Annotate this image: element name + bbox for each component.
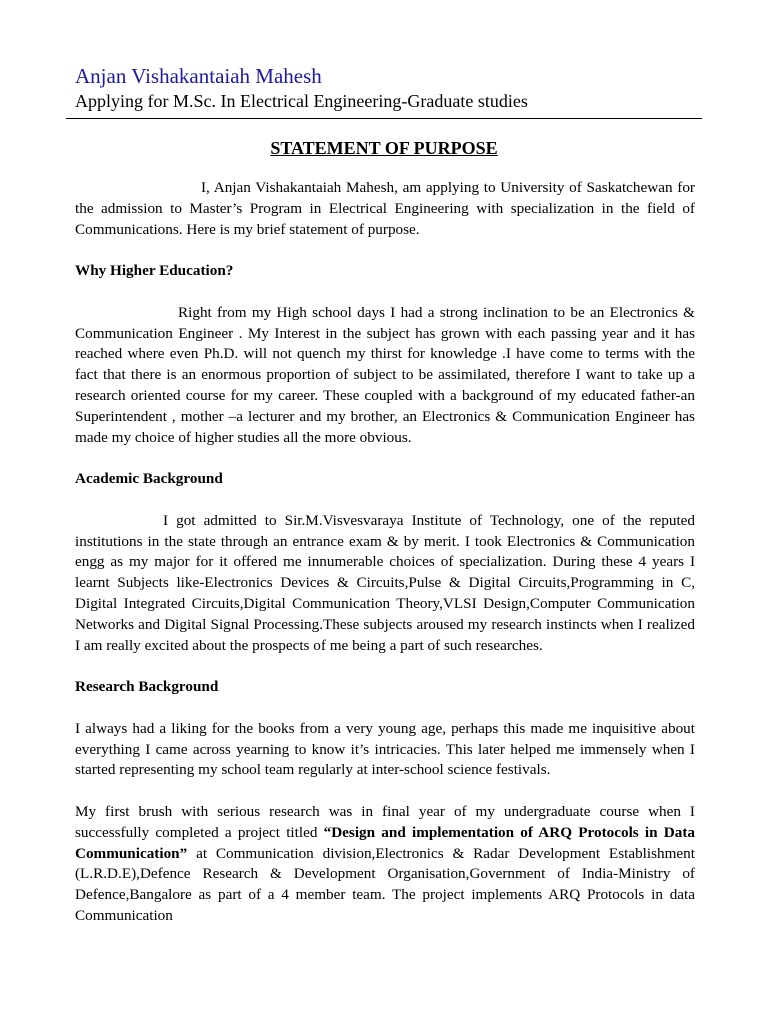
application-subtitle: Applying for M.Sc. In Electrical Engineering-Graduate studies — [75, 91, 528, 111]
heading-research-background: Research Background — [75, 678, 219, 696]
first-research-paragraph — [75, 802, 695, 927]
author-name: Anjan Vishakantaiah Mahesh — [75, 64, 322, 88]
document-title: STATEMENT OF PURPOSE — [270, 138, 498, 158]
why-higher-education-paragraph: Right from my High school days I had a strong inclination to be an Electronics & Communication Engineer . My Interest in the subject has grown with each passing year and it has reached where even Ph.D. will not quench my thirst for knowledge .I have come to terms with the fact that there is an enormous proportion of subject to be assimilated, therefore I want to take up a research oriented course for my career. These coupled with a background of my educated father-an Superintendent , mother –a lecturer and my brother, an Electronics & Communication Engineer has made my choice of higher studies all the more obvious. — [75, 303, 695, 446]
heading-why-higher-education: Why Higher Education? — [75, 262, 234, 280]
first-research-text-start: My first brush with serious research was in final year of my undergraduate course when I successfully completed a project titled — [75, 802, 695, 841]
first-research-text-end: at Communication division,Electronics & Radar Development Establishment (L.R.D.E),Defence Research & Development Organisation,Government of India-Ministry of Defence,Bangalore as part of a 4 member team. The project implements ARQ Protocols in data Communication — [75, 844, 695, 924]
project-title: “Design and implementation of ARQ Protocols in Data Communication” — [75, 823, 695, 862]
academic-background-paragraph: I got admitted to Sir.M.Visvesvaraya Institute of Technology, one of the reputed institutions in the state through an entrance exam & by merit. I took Electronics & Communication engg as my major for it offered me innumerable choices of specialization. During these 4 years I learnt Subjects like-Electronics Devices & Circuits,Pulse & Digital Circuits,Programming in C, Digital Integrated Circuits,Digital Communication Theory,VLSI Design,Computer Communication Networks and Digital Signal Processing.These subjects aroused my research instincts when I realized I am really excited about the prospects of me being a part of such researches. — [75, 511, 695, 654]
document-body — [75, 178, 695, 947]
research-background-paragraph: I always had a liking for the books from a very young age, perhaps this made me inquisitive about everything I came across yearning to know it’s intricacies. This later helped me immensely when I started representing my school team regularly at inter-school science festivals. — [75, 719, 695, 779]
intro-paragraph: I, Anjan Vishakantaiah Mahesh, am applying to University of Saskatchewan for the admission to Master’s Program in Electrical Engineering with specialization in the field of Communications. Here is my brief statement of purpose. — [75, 179, 695, 238]
heading-academic-background: Academic Background — [75, 470, 223, 488]
header-divider — [66, 118, 702, 119]
